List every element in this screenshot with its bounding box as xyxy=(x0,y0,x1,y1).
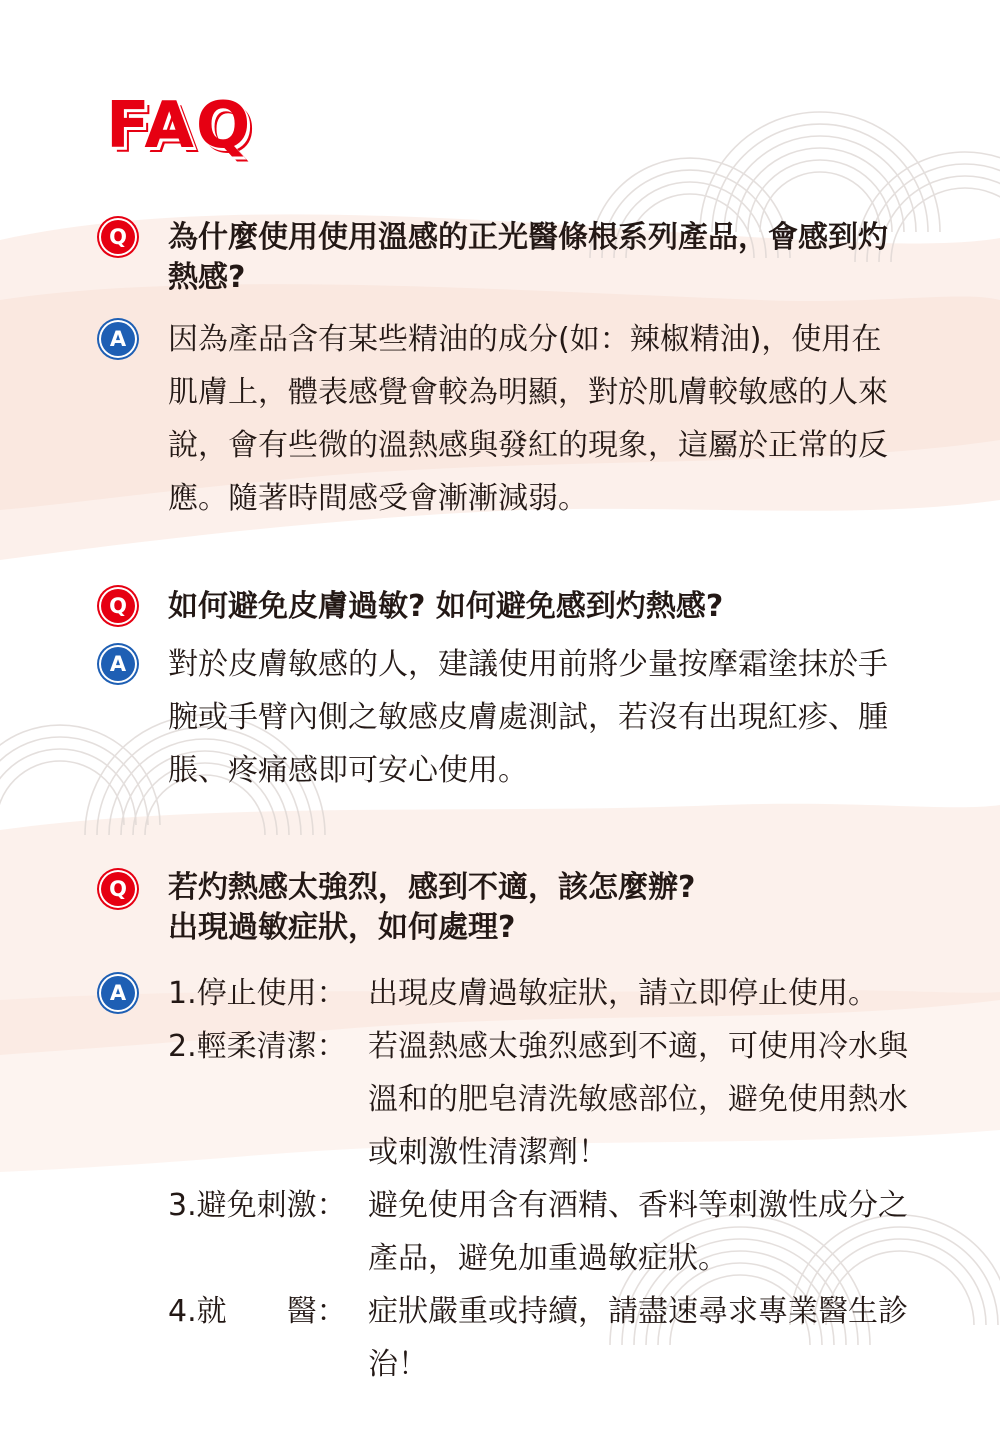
question-text xyxy=(168,868,908,948)
question-row xyxy=(0,587,1000,627)
question-icon: Q xyxy=(101,589,135,623)
question-row xyxy=(0,218,1000,298)
answer-row xyxy=(0,638,1000,797)
item-text: 避免使用含有酒精、香料等刺激性成分之產品，避免加重過敏症狀。 xyxy=(368,1188,908,1276)
faq-item-3 xyxy=(0,868,1000,1391)
answer-icon: A xyxy=(101,647,135,681)
answer-list xyxy=(168,967,908,1391)
answer-row xyxy=(0,313,1000,525)
item-label: 3.避免刺激： xyxy=(168,1188,347,1223)
question-text: 如何避免皮膚過敏? 如何避免感到灼熱感? xyxy=(168,589,724,624)
faq-item-2 xyxy=(0,587,1000,797)
answer-text: 對於皮膚敏感的人，建議使用前將少量按摩霜塗抹於手腕或手臂內側之敏感皮膚處測試，若沒有出現紅疹、腫脹、疼痛感即可安心使用。 xyxy=(168,647,888,788)
item-label: 2.輕柔清潔： xyxy=(168,1029,347,1064)
item-text: 出現皮膚過敏症狀，請立即停止使用。 xyxy=(368,976,878,1011)
faq-item-1 xyxy=(0,218,1000,525)
item-text: 症狀嚴重或持續，請盡速尋求專業醫生診治！ xyxy=(368,1294,908,1382)
question-text: 為什麼使用使用溫感的正光醫條根系列產品，會感到灼熱感? xyxy=(168,220,888,295)
question-line-1: 若灼熱感太強烈，感到不適，該怎麼辦? xyxy=(168,870,696,905)
list-item xyxy=(168,1285,908,1391)
list-item xyxy=(168,1179,908,1285)
question-icon: Q xyxy=(101,220,135,254)
question-icon: Q xyxy=(101,872,135,906)
answer-icon: A xyxy=(101,976,135,1010)
question-row xyxy=(0,868,1000,948)
answer-text: 因為產品含有某些精油的成分(如：辣椒精油)，使用在肌膚上，體表感覺會較為明顯，對於肌膚較敏感的人來說，會有些微的溫熱感與發紅的現象，這屬於正常的反應。隨著時間感受會漸漸減弱。 xyxy=(168,322,888,516)
item-label: 4.就 醫： xyxy=(168,1294,347,1329)
list-item xyxy=(168,1020,908,1179)
item-text: 若溫熱感太強烈感到不適，可使用冷水與溫和的肥皂清洗敏感部位，避免使用熱水或刺激性清潔劑！ xyxy=(368,1029,908,1170)
answer-row xyxy=(0,967,1000,1391)
answer-icon: A xyxy=(101,322,135,356)
page-title: FAQ xyxy=(106,89,253,163)
list-item xyxy=(168,967,908,1020)
question-line-2: 出現過敏症狀，如何處理? xyxy=(168,910,516,945)
item-label: 1.停止使用： xyxy=(168,976,347,1011)
